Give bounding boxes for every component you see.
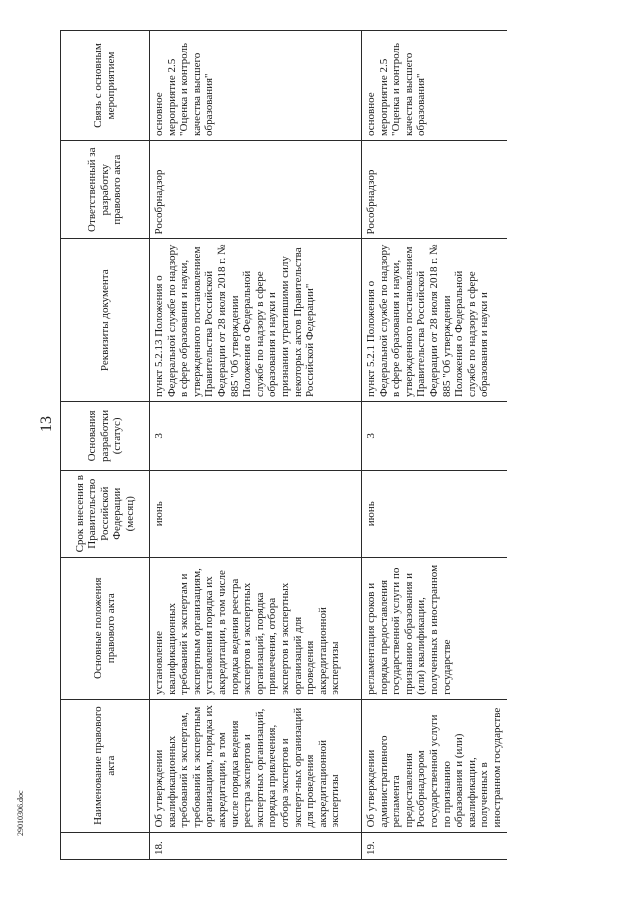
footer-doc-filename: 29010306.doc — [16, 790, 25, 836]
provisions-cell: регламентация сроков и порядка предоставления государственной услуги по признанию образования и (или) квалификации, полученных в иностранном государстве — [362, 557, 507, 699]
header-responsible: Ответственный за разработку правового акта — [61, 140, 150, 238]
page-number: 13 — [38, 416, 55, 432]
legal-acts-table — [60, 30, 507, 860]
provisions-cell: установление квалификационных требований к экспертам и экспертным организациям, установления порядка их аккредитации, в том числе порядка ведения реестра экспертов и экспертных организаций, порядка привлечения, отбора экспертов и экспертных организаций для проведения аккредитационной экспертизы — [150, 557, 362, 699]
table-row — [362, 31, 507, 860]
header-link: Связь с основным мероприятием — [61, 31, 150, 141]
deadline-cell: июнь — [362, 470, 507, 557]
act-name-cell: Об утверждении административного регламента предоставления Рособрнадзором государственной услуги по признанию образования и (или) квалификации, полученных в иностранном государстве — [362, 699, 507, 832]
act-name-cell: Об утверждении квалификационных требований к экспертам, требований к экспертным организациям, порядка их аккредитации, в том числе порядка ведения реестра экспертов и экспертных организаций, порядка привлечения, отбора экспертов и эксперт-ных организаций для проведения аккредитационной экспертизы — [150, 699, 362, 832]
row-number: 18. — [150, 832, 362, 859]
responsible-cell: Рособрнадзор — [150, 140, 362, 238]
header-provisions: Основные положения правового акта — [61, 557, 150, 699]
header-number — [61, 832, 150, 859]
header-act-name: Наименование правового акта — [61, 699, 150, 832]
row-number: 19. — [362, 832, 507, 859]
responsible-cell: Рособрнадзор — [362, 140, 507, 238]
header-deadline: Срок внесения в Правительство Российской Федерации (месяц) — [61, 470, 150, 557]
table-header-row — [61, 31, 150, 860]
details-cell: пункт 5.2.13 Положения о Федеральной службе по надзору в сфере образования и науки, утвержденного постановлением Правительства Российской Федерации от 28 июля 2018 г. № 885 "Об утверждении Положения о Федеральной службе по надзору в сфере образования и науки и признании утратившими силу некоторых актов Правительства Российской Федерации" — [150, 239, 362, 402]
details-cell: пункт 5.2.1 Положения о Федеральной службе по надзору в сфере образования и науки, утвержденного постановлением Правительства Российской Федерации от 28 июля 2018 г. № 885 "Об утверждении Положения о Федеральной службе по надзору в сфере образования и науки и — [362, 239, 507, 402]
link-cell: основное мероприятие 2.5 "Оценка и контроль качества высшего образования" — [362, 31, 507, 141]
basis-cell: 3 — [362, 402, 507, 471]
header-details: Реквизиты документа — [61, 239, 150, 402]
header-basis: Основания разработки (статус) — [61, 402, 150, 471]
link-cell: основное мероприятие 2.5 "Оценка и контроль качества высшего образования" — [150, 31, 362, 141]
basis-cell: 3 — [150, 402, 362, 471]
table-row — [150, 31, 362, 860]
rotated-table-sheet — [60, 30, 600, 860]
deadline-cell: июнь — [150, 470, 362, 557]
